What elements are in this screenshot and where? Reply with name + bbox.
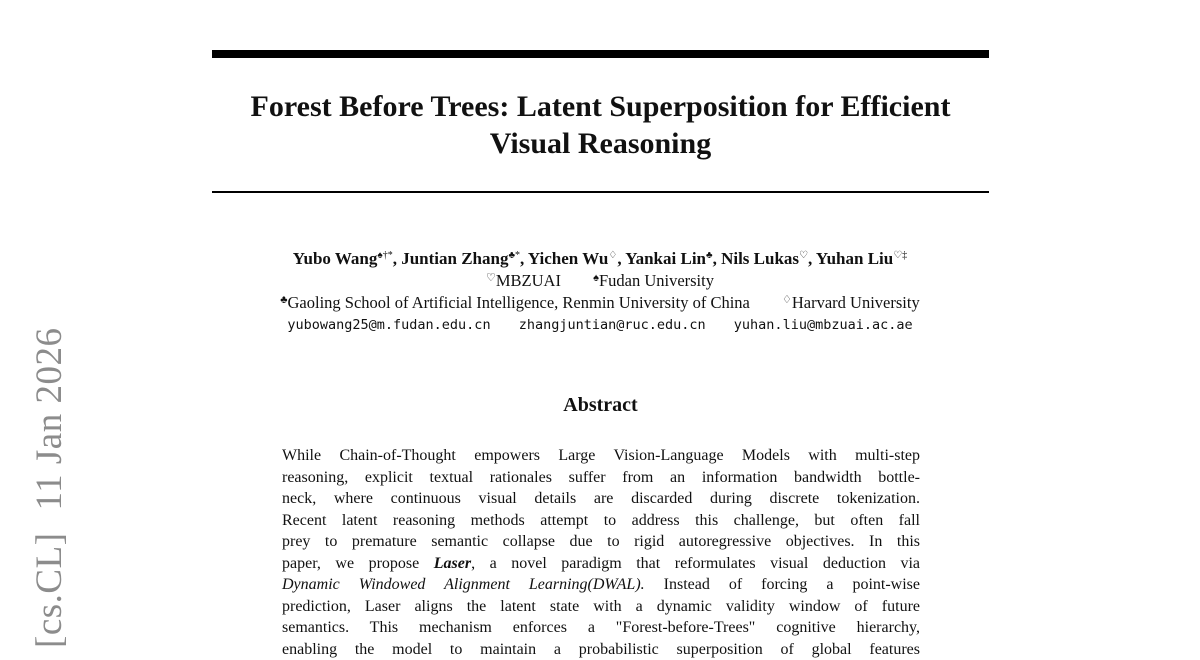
author-marks: ♢ [608, 250, 617, 261]
arxiv-category: [cs.CL] [29, 533, 70, 649]
affiliation-mark: ♣ [280, 294, 287, 306]
title-bottom-rule [212, 191, 989, 193]
laser-emphasis: Laser [434, 555, 471, 572]
author-marks: ♣ [706, 250, 713, 261]
affiliation-mark: ♠ [593, 272, 599, 284]
affiliation-name: Gaoling School of Artificial Intelligence, Renmin University of China [288, 293, 750, 312]
author-block [180, 248, 1020, 336]
author-marks: ♡‡ [893, 250, 907, 261]
abstract-line: neck, where continuous visual details are discarded during discrete tokenization. [282, 488, 920, 510]
abstract-line: prediction, Laser aligns the latent state with a dynamic validity window of future [282, 596, 920, 618]
author-name: Yichen Wu [528, 249, 608, 268]
affiliation-name: Harvard University [792, 293, 920, 312]
author-marks: ♠†* [377, 250, 392, 261]
abstract-line: enabling the model to maintain a probabilistic superposition of global features [282, 639, 920, 660]
abstract-heading: Abstract [212, 394, 989, 417]
abstract-line: prey to premature semantic collapse due to rigid autoregressive objectives. In this [282, 531, 920, 553]
author-email-link[interactable]: yubowang25@m.fudan.edu.cn [287, 314, 490, 336]
paper-title [212, 88, 989, 162]
affiliation [782, 292, 920, 314]
author-list: Yubo Wang♠†*, Juntian Zhang♣*, Yichen Wu♢, Yankai Lin♣, Nils Lukas♡, Yuhan Liu♡‡ [180, 248, 1020, 270]
title-line-2: Visual Reasoning [212, 125, 989, 162]
arxiv-identifier-stamp [30, 306, 70, 648]
affiliation [280, 292, 750, 314]
author-email-link[interactable]: yuhan.liu@mbzuai.ac.ae [734, 314, 913, 336]
abstract-line: semantics. This mechanism enforces a "Forest-before-Trees" cognitive hierarchy, [282, 617, 920, 639]
affiliation [593, 270, 714, 292]
author-name: Yubo Wang [293, 249, 378, 268]
title-line-1: Forest Before Trees: Latent Superposition for Efficient [212, 88, 989, 125]
email-list [180, 314, 1020, 336]
author-name: Nils Lukas [721, 249, 799, 268]
abstract-line: Recent latent reasoning methods attempt to address this challenge, but often fall [282, 510, 920, 532]
affiliation-mark: ♡ [486, 272, 496, 284]
affiliation-name: MBZUAI [496, 271, 561, 290]
abstract-line: Dynamic Windowed Alignment Learning(DWAL). Instead of forcing a point-wise [282, 574, 920, 596]
author-marks: ♣* [508, 250, 520, 261]
author-name: Juntian Zhang [401, 249, 508, 268]
author-name: Yankai Lin [625, 249, 706, 268]
abstract-line: reasoning, explicit textual rationales suffer from an information bandwidth bottle- [282, 467, 920, 489]
affiliation [486, 270, 561, 292]
affiliation-line-1 [180, 270, 1020, 292]
abstract-line: While Chain-of-Thought empowers Large Vision-Language Models with multi-step [282, 445, 920, 467]
author-name: Yuhan Liu [816, 249, 893, 268]
affiliation-name: Fudan University [599, 271, 714, 290]
affiliation-mark: ♢ [782, 294, 792, 306]
arxiv-date: 11 Jan 2026 [29, 328, 70, 511]
author-email-link[interactable]: zhangjuntian@ruc.edu.cn [519, 314, 706, 336]
abstract-line: paper, we propose Laser, a novel paradigm that reformulates visual deduction via [282, 553, 920, 575]
author-marks: ♡ [799, 250, 808, 261]
affiliation-line-2 [180, 292, 1020, 314]
dwal-emphasis: Dynamic Windowed Alignment Learning(DWAL). [282, 576, 645, 593]
title-top-rule [212, 50, 989, 58]
abstract-text [282, 445, 920, 660]
